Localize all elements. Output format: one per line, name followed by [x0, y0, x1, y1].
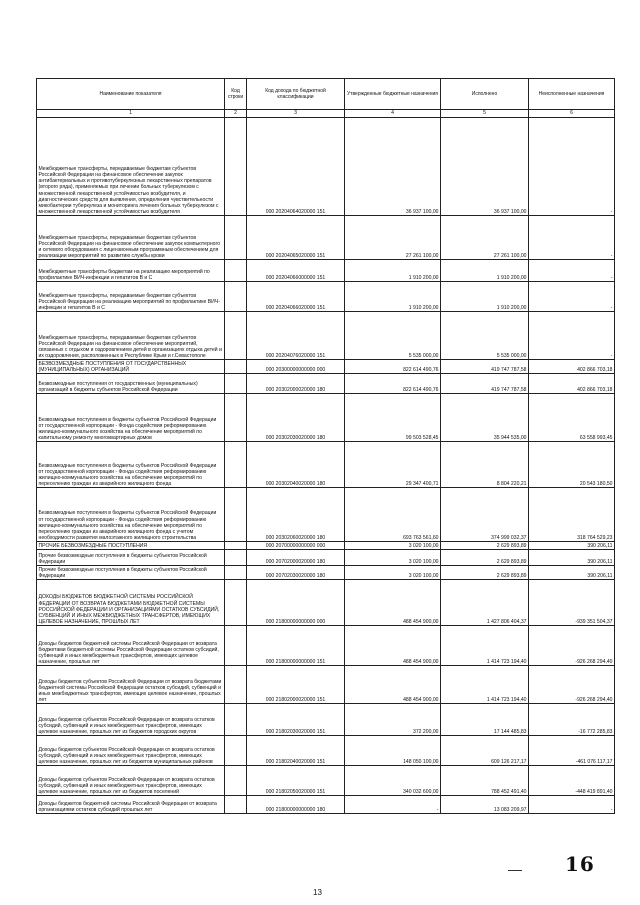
unexecuted-amount-cell: 63 558 993,45 — [529, 394, 615, 442]
unexecuted-amount-cell: 402 866 703,18 — [529, 374, 615, 394]
approved-amount-cell: 3 020 100,00 — [345, 550, 441, 566]
table-header-row — [37, 79, 615, 110]
approved-amount-cell: 36 937 100,00 — [345, 118, 441, 216]
line-code-cell — [225, 766, 247, 796]
approved-amount-cell: 27 261 100,00 — [345, 216, 441, 260]
executed-amount-cell: 1 910 200,00 — [441, 260, 529, 282]
unexecuted-amount-cell: - — [529, 118, 615, 216]
table-row — [37, 566, 615, 580]
executed-amount-cell: 1 414 723 194,40 — [441, 666, 529, 704]
table-row — [37, 488, 615, 542]
table-row — [37, 260, 615, 282]
executed-amount-cell: 36 937 100,00 — [441, 118, 529, 216]
income-code-cell: 000 20702000020000 180 — [247, 550, 345, 566]
income-code-cell: 000 20204066020000 151 — [247, 282, 345, 312]
approved-amount-cell: 693 763 561,60 — [345, 488, 441, 542]
budget-report-table — [36, 78, 615, 814]
income-code-cell: 000 21800000000000 000 — [247, 580, 345, 626]
approved-amount-cell: 1 910 200,00 — [345, 260, 441, 282]
table-row — [37, 216, 615, 260]
indicator-name-cell: Доходы бюджетов субъектов Российской Федерации от возврата остатков субсидий, субвенций и иных межбюджетных трансфертов, имеющих целевое назначение, прошлых лет из бюджетов муниципальных районов — [37, 736, 225, 766]
indicator-name-cell: Безвозмездные поступления в бюджеты субъектов Российской Федерации от государственной корпорации - Фонда содействия реформированию жилищно-коммунального хозяйства на обеспечение мероприятий по переселению граждан из аварийного жилищного фонда с учетом необходимости развития малоэтажного жилищного строительства — [37, 488, 225, 542]
approved-amount-cell: 372 200,00 — [345, 704, 441, 736]
header-line-code: Код строки — [225, 79, 247, 110]
line-code-cell — [225, 580, 247, 626]
approved-amount-cell: 3 020 100,00 — [345, 542, 441, 550]
stamp-dash — [508, 870, 522, 871]
executed-amount-cell: 419 747 787,58 — [441, 374, 529, 394]
table-row — [37, 542, 615, 550]
indicator-name-cell: Доходы бюджетов субъектов Российской Федерации от возврата остатков субсидий, субвенций и иных межбюджетных трансфертов, имеющих целевое назначение, прошлых лет из бюджетов поселений — [37, 766, 225, 796]
income-code-cell: 000 20302000020000 180 — [247, 374, 345, 394]
income-code-cell: 000 21802040020000 151 — [247, 736, 345, 766]
indicator-name-cell: Безвозмездные поступления в бюджеты субъектов Российской Федерации от государственной корпорации - Фонда содействия реформированию жилищно-коммунального хозяйства на обеспечение мероприятий по переселению граждан из аварийного жилищного фонда — [37, 442, 225, 488]
table-row — [37, 374, 615, 394]
table-row — [37, 704, 615, 736]
line-code-cell — [225, 542, 247, 550]
table-row — [37, 312, 615, 360]
income-code-cell: 000 20302040020000 180 — [247, 442, 345, 488]
income-code-cell: 000 21802030020000 151 — [247, 704, 345, 736]
unexecuted-amount-cell: 402 866 703,18 — [529, 360, 615, 374]
column-number: 5 — [441, 110, 529, 118]
table-row — [37, 666, 615, 704]
column-number: 3 — [247, 110, 345, 118]
executed-amount-cell: 5 535 000,00 — [441, 312, 529, 360]
line-code-cell — [225, 216, 247, 260]
indicator-name-cell: Безвозмездные поступления от государственных (муниципальных) организаций в бюджеты субъектов Российской Федерации — [37, 374, 225, 394]
income-code-cell: 000 20302060020000 180 — [247, 488, 345, 542]
line-code-cell — [225, 260, 247, 282]
executed-amount-cell: 2 629 893,89 — [441, 566, 529, 580]
income-code-cell: 000 20204065020000 151 — [247, 216, 345, 260]
income-code-cell: 000 20700000000000 000 — [247, 542, 345, 550]
table-row — [37, 626, 615, 666]
indicator-name-cell: Прочие безвозмездные поступления в бюджеты субъектов Российской Федерации — [37, 566, 225, 580]
executed-amount-cell: 419 747 787,58 — [441, 360, 529, 374]
income-code-cell: 000 21802050020000 151 — [247, 766, 345, 796]
indicator-name-cell: ДОХОДЫ БЮДЖЕТОВ БЮДЖЕТНОЙ СИСТЕМЫ РОССИЙСКОЙ ФЕДЕРАЦИИ ОТ ВОЗВРАТА БЮДЖЕТАМИ БЮДЖЕТНОЙ СИСТЕМЫ РОССИЙСКОЙ ФЕДЕРАЦИИ И ОРГАНИЗАЦИЯМИ ОСТАТКОВ СУБСИДИЙ, СУБВЕНЦИЙ И ИНЫХ МЕЖБЮДЖЕТНЫХ ТРАНСФЕРТОВ, ИМЕЮЩИХ ЦЕЛЕВОЕ НАЗНАЧЕНИЕ, ПРОШЛЫХ ЛЕТ — [37, 580, 225, 626]
indicator-name-cell: Межбюджетные трансферты, передаваемые бюджетам субъектов Российской Федерации на финансовое обеспечение закупок компьютерного и сетевого оборудования с лицензионным программным обеспечением для реализации мероприятий по развитию службы крови — [37, 216, 225, 260]
indicator-name-cell: Межбюджетные трансферты, передаваемые бюджетам субъектов Российской Федерации на реализацию мероприятий по профилактике ВИЧ-инфекции и гепатитов B и C — [37, 282, 225, 312]
indicator-name-cell: Доходы бюджетов субъектов Российской Федерации от возврата бюджетами бюджетной системы Российской Федерации остатков субсидий, субвенций и иных межбюджетных трансфертов, имеющих целевое назначение, прошлых лет — [37, 666, 225, 704]
column-number: 6 — [529, 110, 615, 118]
executed-amount-cell: 35 944 535,00 — [441, 394, 529, 442]
income-code-cell: 000 20702030020000 180 — [247, 566, 345, 580]
executed-amount-cell: 17 144 485,83 — [441, 704, 529, 736]
line-code-cell — [225, 360, 247, 374]
line-code-cell — [225, 626, 247, 666]
line-code-cell — [225, 550, 247, 566]
line-code-cell — [225, 566, 247, 580]
column-number-row — [37, 110, 615, 118]
table-row — [37, 580, 615, 626]
approved-amount-cell: 1 910 200,00 — [345, 282, 441, 312]
unexecuted-amount-cell: - — [529, 216, 615, 260]
line-code-cell — [225, 394, 247, 442]
executed-amount-cell: 13 083 209,97 — [441, 796, 529, 814]
executed-amount-cell: 2 629 893,89 — [441, 550, 529, 566]
indicator-name-cell: БЕЗВОЗМЕЗДНЫЕ ПОСТУПЛЕНИЯ ОТ ГОСУДАРСТВЕННЫХ (МУНИЦИПАЛЬНЫХ) ОРГАНИЗАЦИЙ — [37, 360, 225, 374]
line-code-cell — [225, 796, 247, 814]
table-row — [37, 736, 615, 766]
unexecuted-amount-cell: 390 206,11 — [529, 542, 615, 550]
approved-amount-cell: 3 020 100,00 — [345, 566, 441, 580]
line-code-cell — [225, 312, 247, 360]
indicator-name-cell: Межбюджетные трансферты бюджетам на реализацию мероприятий по профилактике ВИЧ-инфекции и гепатитов B и C — [37, 260, 225, 282]
unexecuted-amount-cell: -926 268 294,40 — [529, 626, 615, 666]
approved-amount-cell: 488 454 900,00 — [345, 666, 441, 704]
executed-amount-cell: 1 910 200,00 — [441, 282, 529, 312]
executed-amount-cell: 8 804 220,21 — [441, 442, 529, 488]
indicator-name-cell: Прочие безвозмездные поступления в бюджеты субъектов Российской Федерации — [37, 550, 225, 566]
unexecuted-amount-cell: 390 206,11 — [529, 550, 615, 566]
line-code-cell — [225, 118, 247, 216]
income-code-cell: 000 20204064020000 151 — [247, 118, 345, 216]
header-unexecuted: Неисполненные назначения — [529, 79, 615, 110]
table-row — [37, 442, 615, 488]
executed-amount-cell: 1 427 806 404,37 — [441, 580, 529, 626]
table-row — [37, 550, 615, 566]
unexecuted-amount-cell: - — [529, 796, 615, 814]
executed-amount-cell: 2 629 893,89 — [441, 542, 529, 550]
column-number: 4 — [345, 110, 441, 118]
approved-amount-cell: 148 050 100,00 — [345, 736, 441, 766]
approved-amount-cell: 488 454 900,00 — [345, 626, 441, 666]
page-number: 13 — [313, 888, 322, 897]
executed-amount-cell: 374 999 032,37 — [441, 488, 529, 542]
approved-amount-cell: 822 614 490,76 — [345, 374, 441, 394]
line-code-cell — [225, 736, 247, 766]
approved-amount-cell: 29 347 400,71 — [345, 442, 441, 488]
table-row — [37, 766, 615, 796]
approved-amount-cell: 99 503 528,45 — [345, 394, 441, 442]
column-number: 1 — [37, 110, 225, 118]
unexecuted-amount-cell: 20 543 180,50 — [529, 442, 615, 488]
approved-amount-cell: 822 614 490,76 — [345, 360, 441, 374]
unexecuted-amount-cell: -448 419 891,40 — [529, 766, 615, 796]
income-code-cell: 000 20302030020000 180 — [247, 394, 345, 442]
line-code-cell — [225, 282, 247, 312]
header-indicator-name: Наименование показателя — [37, 79, 225, 110]
table-row — [37, 282, 615, 312]
income-code-cell: 000 20204076020000 151 — [247, 312, 345, 360]
line-code-cell — [225, 666, 247, 704]
unexecuted-amount-cell: 390 206,11 — [529, 566, 615, 580]
table-row — [37, 796, 615, 814]
executed-amount-cell: 609 126 217,17 — [441, 736, 529, 766]
header-executed: Исполнено — [441, 79, 529, 110]
income-code-cell: 000 20300000000000 000 — [247, 360, 345, 374]
executed-amount-cell: 788 452 491,40 — [441, 766, 529, 796]
unexecuted-amount-cell: 318 764 529,23 — [529, 488, 615, 542]
indicator-name-cell: Межбюджетные трансферты, передаваемые бюджетам субъектов Российской Федерации на финансовое обеспечение закупок антибактериальных и противотуберкулезных лекарственных препаратов (второго ряда), применяемых при лечении больных туберкулезом с множественной лекарственной устойчивостью возбудителя, и диагностических средств для выявления, определения чувствительности микобактерии туберкулеза и мониторинга лечения больных туберкулезом с множественной лекарственной устойчивостью возбудителя — [37, 118, 225, 216]
income-code-cell: 000 20204066000000 151 — [247, 260, 345, 282]
unexecuted-amount-cell: -16 772 285,83 — [529, 704, 615, 736]
handwritten-page-stamp: 16 — [565, 852, 595, 876]
unexecuted-amount-cell: - — [529, 260, 615, 282]
column-number: 2 — [225, 110, 247, 118]
table-row — [37, 394, 615, 442]
indicator-name-cell: Доходы бюджетов субъектов Российской Федерации от возврата остатков субсидий, субвенций и иных межбюджетных трансфертов, имеющих целевое назначение, прошлых лет из бюджетов городских округов — [37, 704, 225, 736]
header-income-code: Код дохода по бюджетной классификации — [247, 79, 345, 110]
approved-amount-cell: 340 032 600,00 — [345, 766, 441, 796]
line-code-cell — [225, 374, 247, 394]
line-code-cell — [225, 704, 247, 736]
indicator-name-cell: Доходы бюджетов бюджетной системы Российской Федерации от возврата бюджетами бюджетной системы Российской Федерации остатков субсидий, субвенций и иных межбюджетных трансфертов, имеющих целевое назначение, прошлых лет — [37, 626, 225, 666]
unexecuted-amount-cell: -461 076 117,17 — [529, 736, 615, 766]
line-code-cell — [225, 488, 247, 542]
income-code-cell: 000 21800000000000 180 — [247, 796, 345, 814]
approved-amount-cell: - — [345, 796, 441, 814]
approved-amount-cell: 5 535 000,00 — [345, 312, 441, 360]
table-row — [37, 118, 615, 216]
indicator-name-cell: Межбюджетные трансферты, передаваемые бюджетам субъектов Российской Федерации на финансовое обеспечение мероприятий, связанных с отдыхом и оздоровлением детей в организациях отдыха детей и их оздоровления, расположенных в Республике Крым и г.Севастополе — [37, 312, 225, 360]
line-code-cell — [225, 442, 247, 488]
indicator-name-cell: Безвозмездные поступления в бюджеты субъектов Российской Федерации от государственной корпорации - Фонда содействия реформированию жилищно-коммунального хозяйства на обеспечение мероприятий по капитальному ремонту многоквартирных домов — [37, 394, 225, 442]
header-approved: Утвержденные бюджетные назначения — [345, 79, 441, 110]
income-code-cell: 000 21802000020000 151 — [247, 666, 345, 704]
executed-amount-cell: 1 414 723 194,40 — [441, 626, 529, 666]
approved-amount-cell: 488 454 900,00 — [345, 580, 441, 626]
executed-amount-cell: 27 261 100,00 — [441, 216, 529, 260]
unexecuted-amount-cell: - — [529, 282, 615, 312]
unexecuted-amount-cell: -939 351 504,37 — [529, 580, 615, 626]
indicator-name-cell: ПРОЧИЕ БЕЗВОЗМЕЗДНЫЕ ПОСТУПЛЕНИЯ — [37, 542, 225, 550]
table-row — [37, 360, 615, 374]
indicator-name-cell: Доходы бюджетов бюджетной системы Российской Федерации от возврата организациями остатков субсидий прошлых лет — [37, 796, 225, 814]
unexecuted-amount-cell: - — [529, 312, 615, 360]
unexecuted-amount-cell: -926 268 294,40 — [529, 666, 615, 704]
income-code-cell: 000 21800000000000 151 — [247, 626, 345, 666]
